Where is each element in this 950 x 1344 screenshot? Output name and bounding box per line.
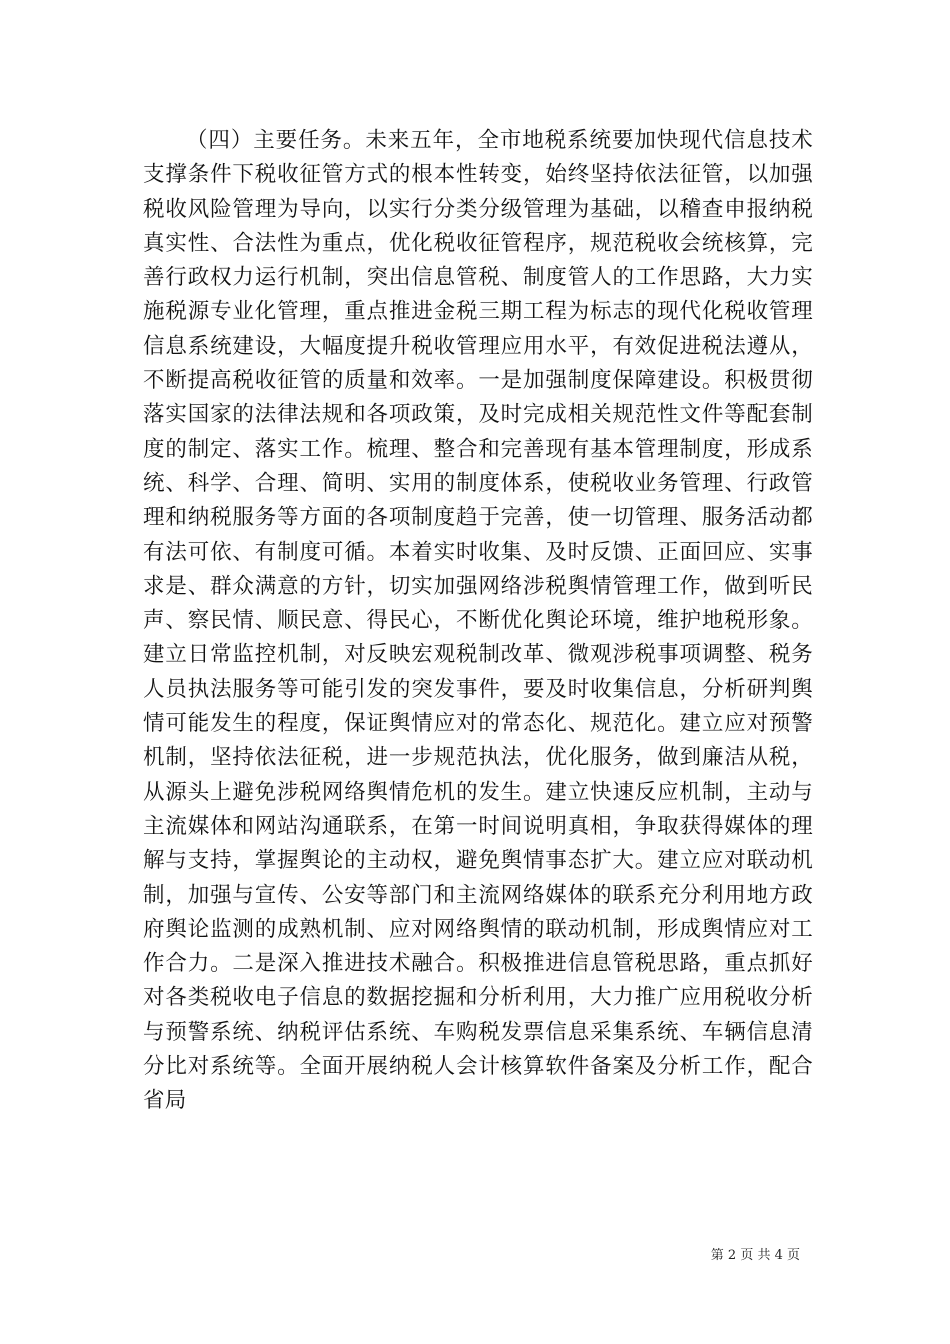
- body-paragraph: （四）主要任务。未来五年，全市地税系统要加快现代信息技术支撑条件下税收征管方式的根本性转变，始终坚持依法征管，以加强税收风险管理为导向，以实行分类分级管理为基础，以稽查申报纳税真实性、合法性为重点，优化税收征管程序，规范税收会统核算，完善行政权力运行机制，突出信息管税、制度管人的工作思路，大力实施税源专业化管理，重点推进金税三期工程为标志的现代化税收管理信息系统建设，大幅度提升税收管理应用水平，有效促进税法遵从，不断提高税收征管的质量和效率。一是加强制度保障建设。积极贯彻落实国家的法律法规和各项政策，及时完成相关规范性文件等配套制度的制定、落实工作。梳理、整合和完善现有基本管理制度，形成系统、科学、合理、简明、实用的制度体系，使税收业务管理、行政管理和纳税服务等方面的各项制度趋于完善，使一切管理、服务活动都有法可依、有制度可循。本着实时收集、及时反馈、正面回应、实事求是、群众满意的方针，切实加强网络涉税舆情管理工作，做到听民声、察民情、顺民意、得民心，不断优化舆论环境，维护地税形象。建立日常监控机制，对反映宏观税制改革、微观涉税事项调整、税务人员执法服务等可能引发的突发事件，要及时收集信息，分析研判舆情可能发生的程度，保证舆情应对的常态化、规范化。建立应对预警机制，坚持依法征税，进一步规范执法，优化服务，做到廉洁从税，从源头上避免涉税网络舆情危机的发生。建立快速反应机制，主动与主流媒体和网站沟通联系，在第一时间说明真相，争取获得媒体的理解与支持，掌握舆论的主动权，避免舆情事态扩大。建立应对联动机制，加强与宣传、公安等部门和主流网络媒体的联系充分利用地方政府舆论监测的成熟机制、应对网络舆情的联动机制，形成舆情应对工作合力。二是深入推进技术融合。积极推进信息管税思路，重点抓好对各类税收电子信息的数据挖掘和分析利用，大力推广应用税收分析与预警系统、纳税评估系统、车购税发票信息采集系统、车辆信息清分比对系统等。全面开展纳税人会计核算软件备案及分析工作，配合省局: [143, 128, 813, 1114]
- page-number: 第 2 页 共 4 页: [710, 1248, 800, 1263]
